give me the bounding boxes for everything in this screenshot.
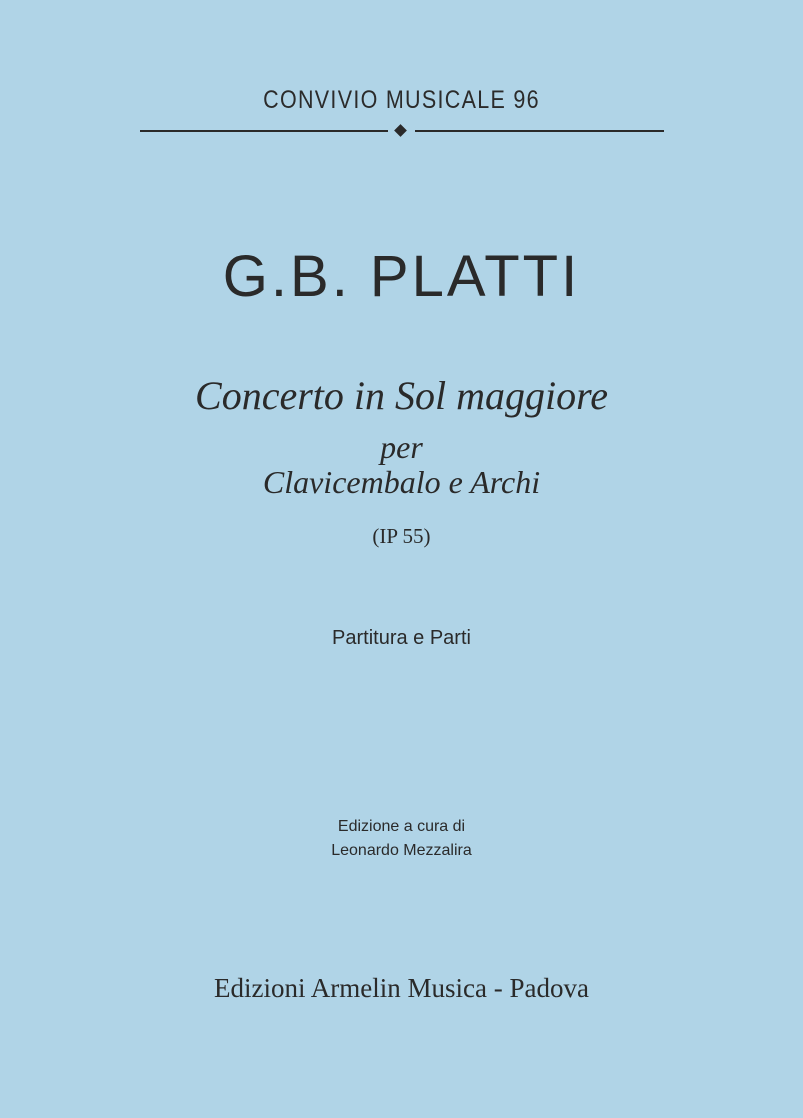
per-label: per [380,429,423,465]
work-title: Concerto in Sol maggiore [195,373,608,418]
divider-left [140,130,388,132]
publisher: Edizioni Armelin Musica - Padova [214,973,589,1003]
series-title: CONVIVIO MUSICALE 96 [263,86,540,114]
composer-name: G.B. PLATTI [222,244,581,309]
editor-name: Leonardo Mezzalira [331,842,472,859]
edition-format: Partitura e Parti [332,627,471,649]
catalog-number: (IP 55) [372,524,431,548]
divider-right [415,130,664,132]
instrumentation: Clavicembalo e Archi [262,464,541,500]
diamond-ornament-icon [394,124,407,137]
editor-label: Edizione a cura di [337,818,466,835]
